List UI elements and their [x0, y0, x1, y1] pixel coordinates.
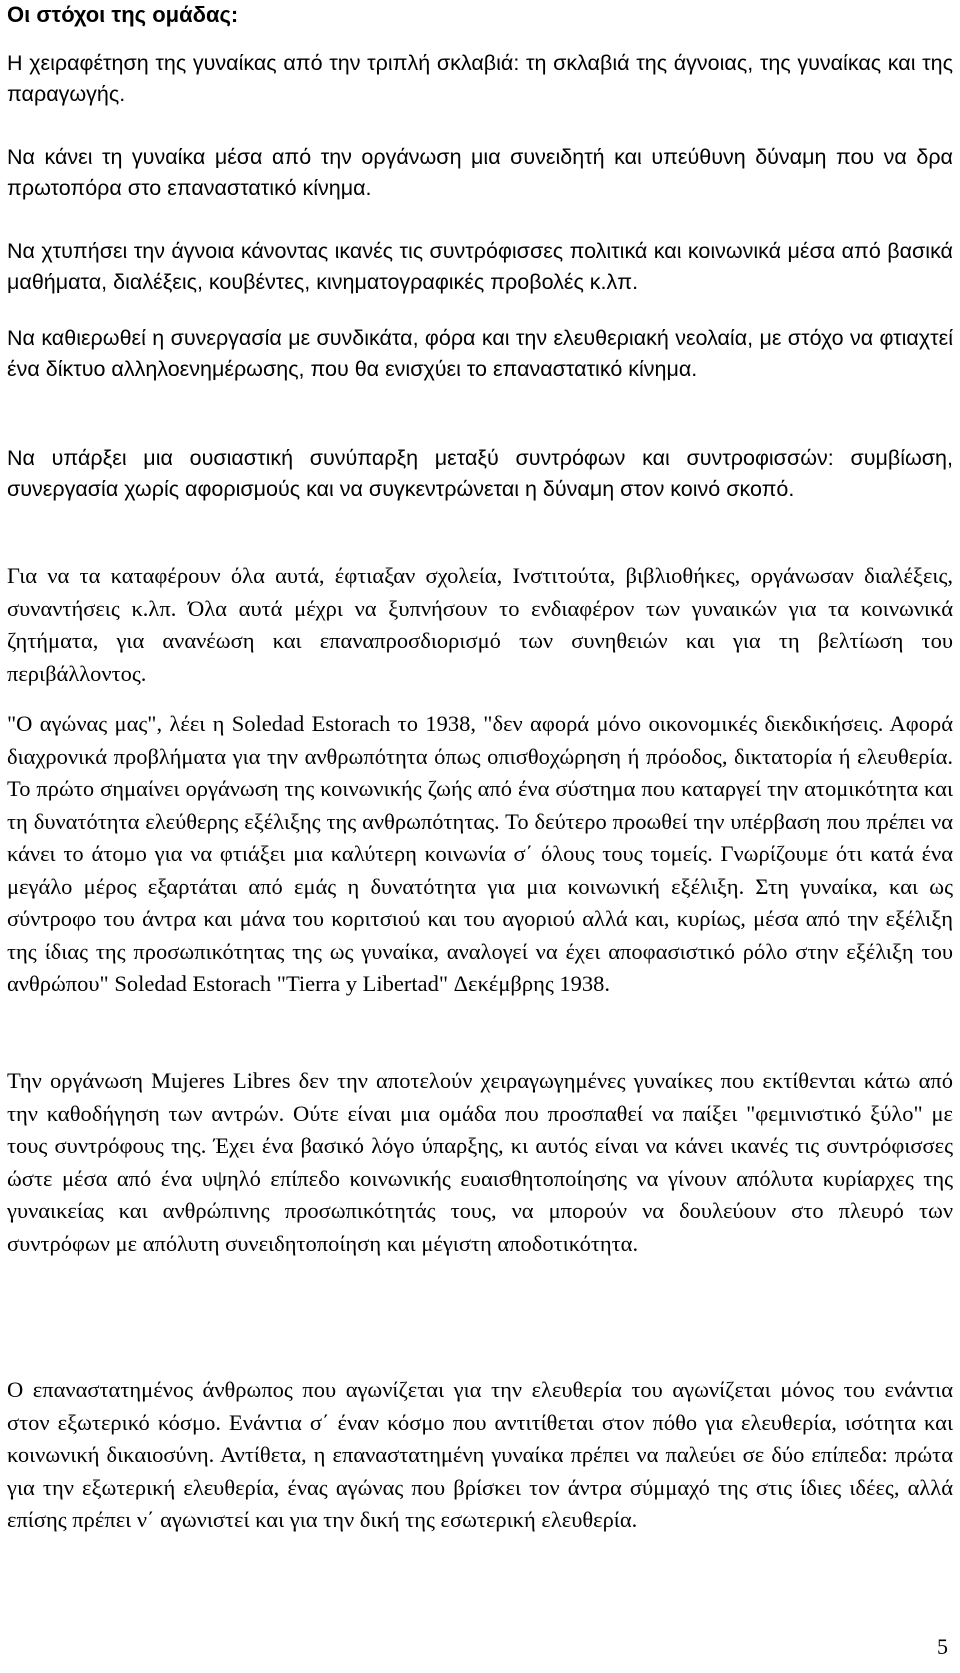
- section-heading: Οι στόχοι της ομάδας:: [7, 2, 239, 27]
- body-paragraph-1: Για να τα καταφέρουν όλα αυτά, έφτιαξαν σχολεία, Ινστιτούτα, βιβλιοθήκες, οργάνωσαν διαλέξεις, συναντήσεις κ.λπ. Όλα αυτά μέχρι να ξυπνήσουν το ενδιαφέρον των γυναικών για τα κοινωνικά ζητήματα, για ανανέωση και επαναπροσδιορισμό των συνηθειών και για τη βελτίωση του περιβάλλοντος.: [7, 563, 953, 686]
- goal-paragraph-4: Να καθιερωθεί η συνεργασία με συνδικάτα, φόρα και την ελευθεριακή νεολαία, με στόχο να φτιαχτεί ένα δίκτυο αλληλοενημέρωσης, που θα ενισχύει το επαναστατικό κίνημα.: [7, 326, 953, 381]
- page-number: 5: [937, 1634, 948, 1659]
- goal-paragraph-3: Να χτυπήσει την άγνοια κάνοντας ικανές τις συντρόφισσες πολιτικά και κοινωνικά μέσα από βασικά μαθήματα, διαλέξεις, κουβέντες, κινηματογραφικές προβολές κ.λπ.: [7, 239, 953, 294]
- body-paragraph-4: Ο επαναστατημένος άνθρωπος που αγωνίζεται για την ελευθερία του αγωνίζεται μόνος του ενάντια στον εξωτερικό κόσμο. Ενάντια σ΄ έναν κόσμο που αντιτίθεται στον πόθο για ελευθερία, ισότητα και κοινωνική δικαιοσύνη. Αντίθετα, η επαναστατημένη γυναίκα πρέπει να παλεύει σε δύο επίπεδα: πρώτα για την εξωτερική ελευθερία, ένας αγώνας που βρίσκει τον άντρα σύμμαχό της στις ίδιες ιδέες, αλλά επίσης πρέπει ν΄ αγωνιστεί και για την δική της εσωτερική ελευθερία.: [7, 1377, 953, 1532]
- goal-paragraph-5: Να υπάρξει μια ουσιαστική συνύπαρξη μεταξύ συντρόφων και συντροφισσών: συμβίωση, συνεργασία χωρίς αφορισμούς και να συγκεντρώνεται η δύναμη στον κοινό σκοπό.: [7, 446, 953, 501]
- body-paragraph-3: Την οργάνωση Mujeres Libres δεν την αποτελούν χειραγωγημένες γυναίκες που εκτίθενται κάτω από την καθοδήγηση των αντρών. Ούτε είναι μια ομάδα που προσπαθεί να παίξει "φεμινιστικό ξύλο" με τους συντρόφους της. Έχει ένα βασικό λόγο ύπαρξης, κι αυτός είναι να κάνει ικανές τις συντρόφισσες ώστε μέσα από ένα υψηλό επίπεδο κοινωνικής ευαισθητοποίησης να γίνουν απόλυτα κυρίαρχες της γυναικείας και ανθρώπινης προσωπικότητάς τους, να μπορούν να δουλεύουν στο πλευρό των συντρόφων με απόλυτη συνειδητοποίηση και μέγιστη αποδοτικότητα.: [7, 1068, 953, 1256]
- body-paragraph-2: "Ο αγώνας μας", λέει η Soledad Estorach το 1938, "δεν αφορά μόνο οικονομικές διεκδικήσεις. Αφορά διαχρονικά προβλήματα για την ανθρωπότητα όπως οπισθοχώρηση ή πρόοδος, δικτατορία ή ελευθερία. Το πρώτο σημαίνει οργάνωση της κοινωνικής ζωής από ένα σύστημα που καταργεί την ατομικότητα και τη δυνατότητα ελεύθερης εξέλιξης της ανθρωπότητας. Το δεύτερο προωθεί την υπέρβαση που πρέπει να κάνει το άτομο για να φτιάξει μια καλύτερη κοινωνία σ΄ όλους τους τομείς. Γνωρίζουμε ότι κατά ένα μεγάλο μέρος εξαρτάται από εμάς η δυνατότητα για μια κοινωνική εξέλιξη. Στη γυναίκα, και ως σύντροφο του άντρα και μάνα του κοριτσιού και του αγοριού αλλά και, κυρίως, μέσα από την εξέλιξη της ίδιας της προσωπικότητας της ως γυναίκα, αναλογεί να έχει αποφασιστικό ρόλο στην εξέλιξη του ανθρώπου" Soledad Estorach "Tierra y Libertad" Δεκέμβρης 1938.: [7, 711, 953, 996]
- goal-paragraph-1: Η χειραφέτηση της γυναίκας από την τριπλή σκλαβιά: τη σκλαβιά της άγνοιας, της γυναίκας και της παραγωγής.: [7, 51, 953, 106]
- goal-paragraph-2: Να κάνει τη γυναίκα μέσα από την οργάνωση μια συνειδητή και υπεύθυνη δύναμη που να δρα πρωτοπόρα στο επαναστατικό κίνημα.: [7, 145, 953, 200]
